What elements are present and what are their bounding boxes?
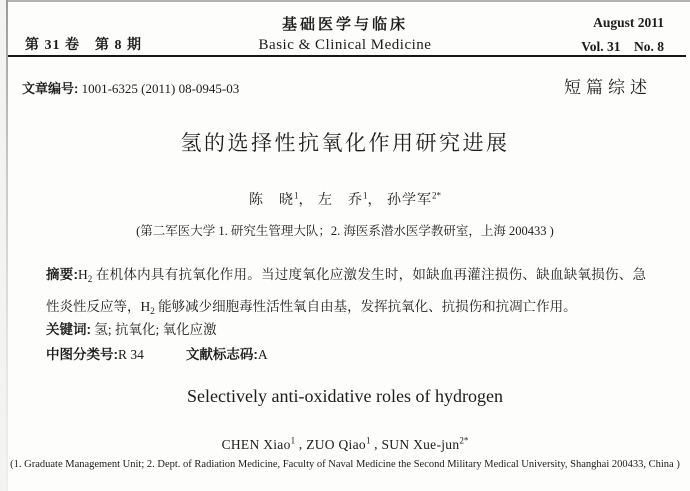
clc-label: 中图分类号:: [46, 347, 118, 362]
journal-vol-no: Vol. 31 No. 8: [581, 39, 664, 54]
author-cn: [387, 190, 441, 208]
author-cn: [249, 190, 299, 208]
author-name: 孙学军: [387, 193, 432, 208]
abstract-text-2: 能够减少细胞毒性活性氧自由基，发挥抗氧化、抗损伤和抗凋亡作用。: [154, 299, 577, 314]
author-sup: 1: [294, 190, 299, 201]
abstract-label: 摘要:: [46, 267, 79, 282]
author-separator: ，: [298, 193, 314, 208]
article-category: 短篇综述: [564, 78, 652, 97]
clc-value: R 34: [118, 347, 144, 362]
byline-cn: [0, 189, 690, 209]
author-name: ZUO Qiao: [306, 436, 366, 452]
abstract-text-1: 在机体内具有抗氧化作用。当过度氧化应激发生时，如缺血再灌注损伤、缺血缺氧损伤、急性炎性反应等，: [46, 267, 646, 314]
byline-en: [0, 435, 690, 453]
article-id-value: 1001-6325 (2011) 08-0945-03: [81, 81, 240, 96]
scan-edge-left-line: [6, 0, 8, 491]
author-sup: 2*: [432, 190, 441, 201]
author-sup: 1: [365, 435, 371, 445]
journal-date: August 2011: [593, 15, 664, 30]
author-name: SUN Xue-jun: [381, 436, 460, 452]
author-sup: 1: [290, 435, 296, 445]
doc-code-label: 文献标志码:: [185, 347, 258, 362]
h2-subscript: 2: [150, 306, 155, 316]
journal-name-cn: 基础医学与临床: [281, 17, 408, 33]
author-name: CHEN Xiao: [221, 436, 291, 452]
author-en: [222, 437, 296, 452]
author-en: [381, 437, 468, 452]
affiliation-cn: (第二军医大学 1. 研究生管理大队；2. 海医系潜水医学教研室，上海 200433 ): [136, 224, 554, 238]
article-meta-row: [22, 78, 666, 98]
author-sup: 2*: [459, 435, 469, 445]
h2-subscript: 2: [87, 274, 93, 284]
article-id: [22, 81, 239, 96]
abstract-paragraph: [46, 261, 646, 325]
author-separator: ,: [295, 436, 307, 452]
h2-symbol: H: [140, 299, 151, 314]
journal-issue-cn: 第 31 卷 第 8 期: [25, 38, 142, 53]
doc-code-value: A: [257, 347, 268, 362]
journal-issue-en: [581, 15, 664, 55]
keywords-value: 氢; 抗氧化; 氧化应激: [94, 322, 217, 337]
author-name: 陈 晓: [249, 193, 294, 208]
author-name: 左 乔: [318, 193, 363, 208]
paper-title-en: Selectively anti-oxidative roles of hydrogen: [187, 386, 503, 406]
affiliation-en: (1. Graduate Management Unit; 2. Dept. of Radiation Medicine, Faculty of Naval Medicine the Second Military Medical University, Shanghai 200433, China ): [10, 459, 680, 470]
paper-title-cn: 氢的选择性抗氧化作用研究进展: [180, 131, 510, 155]
keywords-line: [46, 318, 646, 338]
author-separator: ,: [370, 436, 382, 452]
author-en: [306, 437, 370, 452]
classification-line: [46, 343, 646, 363]
scan-edge-top: [0, 0, 690, 2]
author-cn: [318, 190, 368, 208]
masthead-rule: [8, 55, 686, 57]
author-sup: 1: [363, 190, 368, 201]
author-separator: ，: [367, 193, 383, 208]
article-id-label: 文章编号:: [22, 81, 79, 96]
keywords-label: 关键词:: [46, 322, 91, 337]
journal-name-en: Basic & Clinical Medicine: [258, 37, 432, 53]
h2-symbol: H: [78, 267, 88, 282]
